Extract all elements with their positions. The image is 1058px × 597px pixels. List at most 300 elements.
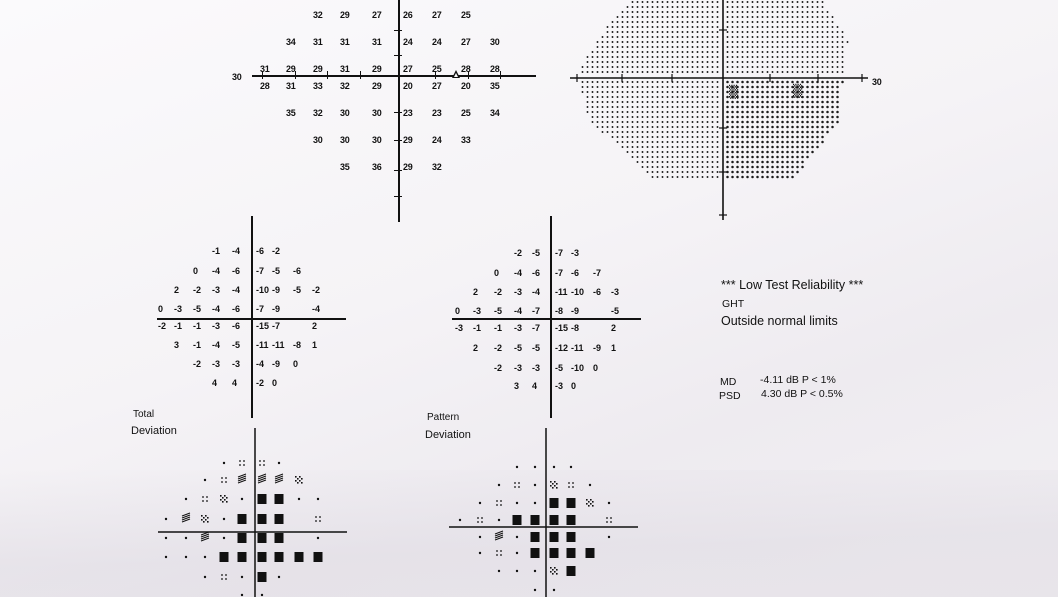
symbol-p2-cell <box>224 495 226 497</box>
symbol-p2-cell <box>201 515 203 517</box>
ght-label: GHT <box>722 298 745 310</box>
pattern-deviation-value: -7 <box>593 268 602 278</box>
symbol-p5 <box>225 481 227 483</box>
total-deviation-value: -9 <box>272 285 281 295</box>
total-deviation-value: -7 <box>256 304 265 314</box>
threshold-value: 31 <box>260 64 270 74</box>
symbol-p5 <box>514 486 516 488</box>
symbol-p2-cell <box>207 521 209 523</box>
symbol-normal <box>498 570 500 572</box>
pattern-deviation-value: 0 <box>494 268 500 278</box>
symbol-p2-cell <box>226 501 228 503</box>
pattern-deviation-value: 2 <box>473 287 479 297</box>
symbol-p5 <box>496 504 498 506</box>
total-deviation-value: -2 <box>158 321 167 331</box>
symbol-p2-cell <box>295 480 297 482</box>
symbol-p5 <box>315 516 317 518</box>
pattern-deviation-value: -2 <box>494 343 503 353</box>
threshold-value: 33 <box>313 81 323 91</box>
symbol-p5 <box>500 554 502 556</box>
threshold-value: 27 <box>403 64 413 74</box>
symbol-p2-cell <box>222 497 224 499</box>
symbol-normal <box>534 484 536 486</box>
ght-result: Outside normal limits <box>721 314 838 328</box>
symbol-p05 <box>531 532 540 542</box>
total-deviation-value: -11 <box>272 340 285 350</box>
symbol-normal <box>534 570 536 572</box>
symbol-normal <box>241 498 243 500</box>
pattern-deviation-value: -5 <box>532 248 541 258</box>
symbol-normal <box>165 556 167 558</box>
symbol-p2-cell <box>556 487 558 489</box>
symbol-p2-cell <box>556 569 558 571</box>
threshold-value: 30 <box>340 135 350 145</box>
pattern-deviation-value: -4 <box>532 287 541 297</box>
symbol-p05 <box>550 548 559 558</box>
pattern-deviation-value: 1 <box>611 343 617 353</box>
pattern-deviation-value: 2 <box>473 343 479 353</box>
symbol-normal <box>570 466 572 468</box>
threshold-value: 32 <box>313 108 323 118</box>
pattern-deviation-value: -2 <box>514 248 523 258</box>
threshold-value: 23 <box>432 108 442 118</box>
md-value: -4.11 dB P < 1% <box>760 374 836 386</box>
pattern-deviation-value: -3 <box>473 306 482 316</box>
psd-value: 4.30 dB P < 0.5% <box>761 388 843 400</box>
symbol-normal <box>459 519 461 521</box>
pattern-deviation-value: -7 <box>555 268 564 278</box>
total-deviation-value: -2 <box>193 359 202 369</box>
threshold-value: 30 <box>372 108 382 118</box>
threshold-value: 34 <box>286 37 296 47</box>
total-deviation-value: -3 <box>232 359 241 369</box>
pattern-deviation-value: -11 <box>571 343 584 353</box>
total-deviation-value: -7 <box>272 321 281 331</box>
threshold-value: 32 <box>313 10 323 20</box>
symbol-p5 <box>610 521 612 523</box>
symbol-p5 <box>239 460 241 462</box>
symbol-p5 <box>496 550 498 552</box>
total-deviation-value: -1 <box>193 340 202 350</box>
pattern-deviation-value: -9 <box>593 343 602 353</box>
total-deviation-value: 4 <box>232 378 238 388</box>
symbol-p5 <box>606 521 608 523</box>
total-deviation-value: -5 <box>293 285 302 295</box>
total-deviation-value: -5 <box>232 340 241 350</box>
threshold-value: 31 <box>340 37 350 47</box>
symbol-p2-cell <box>588 501 590 503</box>
grayscale-dark-mark: ▒ <box>729 85 739 99</box>
pattern-deviation-value: 3 <box>514 381 520 391</box>
threshold-value: 29 <box>372 81 382 91</box>
symbol-normal <box>479 536 481 538</box>
total-deviation-value: -4 <box>232 246 241 256</box>
symbol-p05 <box>275 494 284 504</box>
symbol-p5 <box>572 482 574 484</box>
pattern-deviation-value: -5 <box>494 306 503 316</box>
total-deviation-value: -10 <box>256 285 270 295</box>
symbol-p2-cell <box>295 476 297 478</box>
threshold-value: 27 <box>372 10 382 20</box>
threshold-value: 25 <box>432 64 442 74</box>
threshold-value: 35 <box>490 81 500 91</box>
symbol-p5 <box>481 517 483 519</box>
threshold-value: 32 <box>340 81 350 91</box>
symbol-p2-cell <box>550 485 552 487</box>
total-deviation-title-2: Deviation <box>131 425 177 437</box>
total-deviation-value: -4 <box>232 285 241 295</box>
symbol-p5 <box>225 578 227 580</box>
symbol-p5 <box>259 464 261 466</box>
symbol-normal <box>516 466 518 468</box>
total-deviation-value: -1 <box>212 246 221 256</box>
symbol-p2-cell <box>550 571 552 573</box>
total-deviation-value: -5 <box>193 304 202 314</box>
threshold-value: 30 <box>372 135 382 145</box>
pattern-deviation-value: -2 <box>494 363 503 373</box>
symbol-p05 <box>258 552 267 562</box>
symbol-p05 <box>567 515 576 525</box>
symbol-p2-cell <box>201 519 203 521</box>
symbol-p05 <box>295 552 304 562</box>
pattern-deviation-value: 0 <box>593 363 599 373</box>
symbol-normal <box>479 552 481 554</box>
symbol-p5 <box>263 460 265 462</box>
symbol-normal <box>516 536 518 538</box>
threshold-value: 33 <box>461 135 471 145</box>
threshold-value: 36 <box>372 162 382 172</box>
pattern-deviation-value: -9 <box>571 306 580 316</box>
total-deviation-value: -4 <box>212 340 221 350</box>
total-deviation-value: 0 <box>293 359 299 369</box>
symbol-p5 <box>221 477 223 479</box>
symbol-p2-cell <box>586 499 588 501</box>
total-deviation-value: -3 <box>212 359 221 369</box>
threshold-value: 34 <box>490 108 500 118</box>
pattern-deviation-value: -4 <box>514 306 523 316</box>
symbol-p2-cell <box>220 499 222 501</box>
symbol-normal <box>553 589 555 591</box>
threshold-value: 26 <box>403 10 413 20</box>
pattern-deviation-value: -8 <box>571 323 580 333</box>
threshold-value: 25 <box>461 108 471 118</box>
total-deviation-value: -2 <box>312 285 321 295</box>
symbol-p2-cell <box>220 495 222 497</box>
symbol-p5 <box>572 486 574 488</box>
threshold-value: 28 <box>461 64 471 74</box>
symbol-p2-cell <box>554 481 556 483</box>
symbol-normal <box>204 576 206 578</box>
pattern-deviation-value: -3 <box>455 323 464 333</box>
total-deviation-value: -1 <box>193 321 202 331</box>
symbol-p2-cell <box>592 501 594 503</box>
symbol-p2-cell <box>552 483 554 485</box>
symbol-normal <box>534 502 536 504</box>
total-deviation-value: -6 <box>232 321 241 331</box>
symbol-normal <box>223 462 225 464</box>
symbol-p5 <box>263 464 265 466</box>
threshold-value: 30 <box>490 37 500 47</box>
symbol-p05 <box>275 552 284 562</box>
grayscale-dark-mark: ▒ <box>793 84 803 98</box>
symbol-p5 <box>496 554 498 556</box>
total-deviation-value: -4 <box>312 304 321 314</box>
threshold-value: 27 <box>432 10 442 20</box>
symbol-normal <box>516 570 518 572</box>
pattern-deviation-value: -10 <box>571 363 585 373</box>
total-deviation-value: -9 <box>272 359 281 369</box>
symbol-p05 <box>550 532 559 542</box>
symbol-p2-cell <box>552 573 554 575</box>
symbol-p05 <box>258 533 267 543</box>
symbol-p05 <box>258 572 267 582</box>
symbol-p2-cell <box>588 505 590 507</box>
total-deviation-value: -2 <box>256 378 265 388</box>
threshold-value: 23 <box>403 108 413 118</box>
total-deviation-value: -6 <box>256 246 265 256</box>
symbol-normal <box>204 479 206 481</box>
symbol-p5 <box>221 481 223 483</box>
threshold-axis-label: 30 <box>232 72 242 82</box>
symbol-p5 <box>202 496 204 498</box>
pattern-deviation-value: -15 <box>555 323 569 333</box>
pattern-deviation-value: -3 <box>514 287 523 297</box>
pattern-deviation-value: -5 <box>611 306 620 316</box>
symbol-p5 <box>500 500 502 502</box>
symbol-normal <box>165 518 167 520</box>
symbol-p2-cell <box>556 483 558 485</box>
symbol-p5 <box>500 504 502 506</box>
pattern-deviation-value: -3 <box>514 363 523 373</box>
threshold-value: 25 <box>461 10 471 20</box>
symbol-p5 <box>568 482 570 484</box>
total-deviation-title-1: Total <box>133 409 155 420</box>
symbol-normal <box>608 536 610 538</box>
symbol-normal <box>223 537 225 539</box>
total-deviation-value: -9 <box>272 304 281 314</box>
symbol-p5 <box>206 496 208 498</box>
symbol-p5 <box>259 460 261 462</box>
pattern-deviation-value: -11 <box>555 287 568 297</box>
threshold-value: 29 <box>403 162 413 172</box>
symbol-p2-cell <box>554 567 556 569</box>
threshold-value: 31 <box>286 81 296 91</box>
symbol-normal <box>241 594 243 596</box>
pattern-deviation-value: -3 <box>514 323 523 333</box>
symbol-p2-cell <box>205 515 207 517</box>
total-deviation-value: -3 <box>212 285 221 295</box>
symbol-normal <box>185 498 187 500</box>
symbol-p2-cell <box>222 501 224 503</box>
symbol-normal <box>223 518 225 520</box>
symbol-p5 <box>606 517 608 519</box>
threshold-value: 31 <box>372 37 382 47</box>
pattern-deviation-value: -6 <box>571 268 580 278</box>
symbol-p2-cell <box>224 499 226 501</box>
symbol-p5 <box>221 574 223 576</box>
symbol-p2-cell <box>301 482 303 484</box>
total-deviation-value: -5 <box>272 266 281 276</box>
total-deviation-value: -6 <box>232 304 241 314</box>
pattern-deviation-value: -3 <box>555 381 564 391</box>
symbol-normal <box>589 484 591 486</box>
pattern-deviation-value: -6 <box>532 268 541 278</box>
symbol-p2-cell <box>299 480 301 482</box>
symbol-p05 <box>275 514 284 524</box>
symbol-p2-cell <box>301 478 303 480</box>
symbol-p2-cell <box>550 481 552 483</box>
pattern-deviation-value: -3 <box>532 363 541 373</box>
symbol-normal <box>498 519 500 521</box>
threshold-value: 31 <box>340 64 350 74</box>
symbol-normal <box>498 484 500 486</box>
symbol-p5 <box>225 574 227 576</box>
total-deviation-value: 0 <box>158 304 164 314</box>
md-label: MD <box>720 376 737 388</box>
symbol-p05 <box>567 532 576 542</box>
pattern-deviation-value: 4 <box>532 381 538 391</box>
symbol-p05 <box>258 494 267 504</box>
symbol-p2-cell <box>590 499 592 501</box>
threshold-value: 28 <box>490 64 500 74</box>
symbol-p05 <box>275 533 284 543</box>
symbol-p5 <box>206 500 208 502</box>
symbol-normal <box>516 502 518 504</box>
symbol-p2-cell <box>297 478 299 480</box>
symbol-normal <box>298 498 300 500</box>
symbol-p2-cell <box>586 503 588 505</box>
total-deviation-value: -8 <box>293 340 302 350</box>
grayscale-axis-label: 30 <box>872 77 882 87</box>
reliability-warning: *** Low Test Reliability *** <box>721 278 864 292</box>
symbol-normal <box>241 576 243 578</box>
symbol-p5 <box>477 517 479 519</box>
symbol-p5 <box>243 464 245 466</box>
symbol-p05 <box>550 498 559 508</box>
total-deviation-value: -2 <box>272 246 281 256</box>
total-deviation-value: -2 <box>193 285 202 295</box>
pattern-deviation-title-1: Pattern <box>427 412 460 423</box>
pattern-deviation-value: 0 <box>455 306 461 316</box>
symbol-p05 <box>238 552 247 562</box>
symbol-p2-cell <box>554 485 556 487</box>
symbol-p5 <box>477 521 479 523</box>
symbol-p2-cell <box>556 573 558 575</box>
total-deviation-value: 0 <box>193 266 199 276</box>
symbol-p5 <box>319 516 321 518</box>
symbol-p2-cell <box>203 517 205 519</box>
threshold-value: 29 <box>403 135 413 145</box>
symbol-p2-cell <box>203 521 205 523</box>
symbol-p5 <box>496 500 498 502</box>
symbol-normal <box>317 537 319 539</box>
symbol-p05 <box>567 498 576 508</box>
threshold-value: 24 <box>403 37 413 47</box>
pattern-deviation-value: 0 <box>571 381 577 391</box>
total-deviation-value: -3 <box>174 304 183 314</box>
symbol-p5 <box>500 550 502 552</box>
pattern-deviation-value: -8 <box>555 306 564 316</box>
symbol-normal <box>204 556 206 558</box>
pattern-deviation-value: -1 <box>473 323 482 333</box>
total-deviation-value: -4 <box>212 266 221 276</box>
threshold-value: 31 <box>313 37 323 47</box>
symbol-p5 <box>610 517 612 519</box>
pattern-deviation-value: -6 <box>593 287 602 297</box>
symbol-normal <box>185 556 187 558</box>
threshold-value: 35 <box>340 162 350 172</box>
symbol-p5 <box>518 482 520 484</box>
symbol-p5 <box>243 460 245 462</box>
threshold-value: 29 <box>372 64 382 74</box>
symbol-normal <box>165 537 167 539</box>
symbol-p05 <box>314 552 323 562</box>
threshold-value: 29 <box>340 10 350 20</box>
symbol-normal <box>261 594 263 596</box>
total-deviation-value: -3 <box>212 321 221 331</box>
symbol-normal <box>278 576 280 578</box>
threshold-value: 27 <box>432 81 442 91</box>
symbol-p05 <box>567 566 576 576</box>
symbol-p2-cell <box>552 569 554 571</box>
symbol-p5 <box>239 464 241 466</box>
threshold-value: 30 <box>340 108 350 118</box>
symbol-normal <box>317 498 319 500</box>
symbol-p5 <box>518 486 520 488</box>
total-deviation-value: 2 <box>312 321 318 331</box>
total-deviation-value: 0 <box>272 378 278 388</box>
pattern-deviation-value: -5 <box>555 363 564 373</box>
symbol-p05 <box>531 548 540 558</box>
symbol-p5 <box>221 578 223 580</box>
pattern-deviation-value: -4 <box>514 268 523 278</box>
symbol-p2-cell <box>592 505 594 507</box>
symbol-p2-cell <box>554 571 556 573</box>
symbol-p05 <box>531 515 540 525</box>
symbol-p5 <box>514 482 516 484</box>
pattern-deviation-value: -2 <box>494 287 503 297</box>
symbol-p5 <box>202 500 204 502</box>
symbol-p05 <box>550 515 559 525</box>
symbol-p05 <box>238 514 247 524</box>
total-deviation-value: -6 <box>232 266 241 276</box>
total-deviation-value: 3 <box>174 340 180 350</box>
pattern-deviation-title-2: Deviation <box>425 429 471 441</box>
symbol-p5 <box>481 521 483 523</box>
symbol-p5 <box>319 520 321 522</box>
threshold-value: 20 <box>403 81 413 91</box>
symbol-p05 <box>220 552 229 562</box>
symbol-p2-cell <box>226 497 228 499</box>
symbol-normal <box>553 466 555 468</box>
pattern-deviation-value: -3 <box>571 248 580 258</box>
total-deviation-value: 2 <box>174 285 180 295</box>
threshold-value: 29 <box>313 64 323 74</box>
total-deviation-value: -6 <box>293 266 302 276</box>
symbol-p5 <box>225 477 227 479</box>
symbol-normal <box>278 462 280 464</box>
symbol-p05 <box>258 514 267 524</box>
symbol-p2-cell <box>207 517 209 519</box>
threshold-value: 28 <box>260 81 270 91</box>
symbol-p5 <box>315 520 317 522</box>
threshold-value: 35 <box>286 108 296 118</box>
threshold-value: 29 <box>286 64 296 74</box>
total-deviation-value: -4 <box>256 359 265 369</box>
pattern-deviation-value: -10 <box>571 287 585 297</box>
pattern-deviation-value: -5 <box>514 343 523 353</box>
symbol-p2-cell <box>205 519 207 521</box>
